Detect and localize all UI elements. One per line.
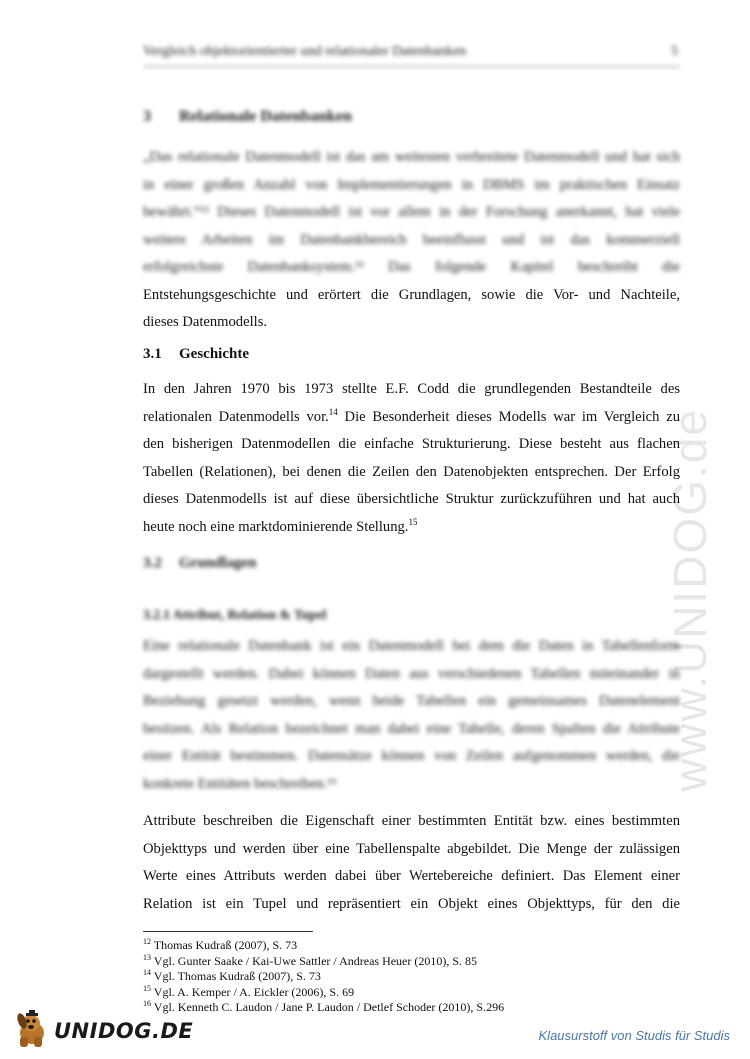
body-text: relationalen Datenmodells vor. (143, 408, 329, 425)
footnote (143, 1000, 680, 1016)
body-line: Attribute beschreiben die Eigenschaft einer bestimmten Entität bzw. eines bestimmten (143, 813, 680, 829)
logo-wordmark: UNIDOG.DE (54, 1019, 194, 1043)
body-line-blurred: besitzen. Als Relation bezeichnet man dabei eine Tabelle, deren Spalten die Attribute (143, 720, 680, 737)
body-line-blurred: Beziehung gesetzt werden, wenn beide Tabellen ein gemeinsames Datenelement (143, 693, 680, 709)
footnotes (143, 938, 680, 1016)
section-3-heading (143, 108, 352, 126)
unidog-logo (10, 1007, 194, 1049)
body-line (143, 514, 680, 542)
body-line: Objekttyps und werden über eine Tabellenspalte abgebildet. Die Menge der zulässigen (143, 840, 680, 857)
body-line-blurred: Eine relationale Datenbank ist ein Datenmodell bei dem die Daten in Tabellenform (143, 638, 680, 654)
section-3-1-body (143, 376, 680, 541)
body-line-blurred: dargestellt werden. Dabei können Daten aus verschiedenen Tabellen miteinander in (143, 665, 680, 682)
footnote-number: 13 (143, 952, 151, 962)
footnote-text: Thomas Kudraß (2007), S. 73 (153, 938, 298, 952)
section-3-2-title: Grundlagen (179, 555, 257, 571)
section-3-intro (143, 144, 680, 337)
intro-line: Entstehungsgeschichte und erörtert die Grundlagen, sowie die Vor- und Nachteile, (143, 286, 680, 303)
footnote (143, 938, 680, 954)
intro-line-blurred: erfolgreichste Datenbanksystem.¹³ Das folgende Kapitel beschreibt die (143, 259, 680, 275)
section-3-1-number: 3.1 (143, 346, 162, 362)
header-page-number: 5 (671, 44, 678, 59)
footnote-text: Vgl. Thomas Kudraß (2007), S. 73 (153, 969, 321, 983)
footnote-text: Vgl. Gunter Saake / Kai-Uwe Sattler / Andreas Heuer (2010), S. 85 (153, 953, 478, 968)
section-3-1-heading (143, 346, 249, 363)
body-line: In den Jahren 1970 bis 1973 stellte E.F. Codd die grundlegenden Bestandteile des (143, 381, 680, 397)
intro-line: dieses Datenmodells. (143, 314, 268, 330)
footnote-number: 12 (143, 937, 151, 946)
section-3-2-1-blurred-body (143, 633, 680, 798)
body-line-blurred: einer Entität bestimmen. Datensätze können von Zeilen aufgenommen werden, die (143, 748, 680, 764)
footnote (143, 969, 680, 985)
footnote (143, 985, 680, 1001)
body-line: dieses Datenmodells ist auf diese übersichtliche Struktur zurückzuführen und hat auch (143, 491, 680, 507)
body-line-blurred: konkrete Entitäten beschreiben.¹⁶ (143, 775, 337, 792)
section-3-2-1-heading: 3.2.1 Attribut, Relation & Tupel (143, 607, 327, 622)
section-3-number: 3 (143, 108, 151, 125)
section-3-1-title: Geschichte (179, 346, 249, 362)
tagline: Klausurstoff von Studis für Studis (538, 1028, 730, 1043)
footnote-ref: 15 (408, 516, 418, 527)
body-text: Die Besonderheit dieses Modells war im Vergleich zu (337, 408, 680, 425)
footnote-separator (143, 931, 313, 932)
footnote-ref: 14 (328, 406, 338, 417)
section-3-2-number: 3.2 (143, 555, 162, 571)
body-line: Tabellen (Relationen), bei denen die Zeilen den Datenobjekten entsprechen. Der Erfolg (143, 463, 680, 480)
footnote-number: 15 (143, 983, 151, 993)
intro-line-blurred: bewährt.“¹² Dieses Datenmodell ist vor allem in der Forschung anerkannt, hat viele (143, 204, 680, 220)
watermark-text: www.UNIDOG.de (664, 408, 716, 792)
dog-mascot-icon (14, 1007, 58, 1049)
section-3-2-1-body (143, 808, 680, 918)
intro-line-blurred: in einer großen Anzahl von Implementierungen in DBMS im praktischen Einsatz (143, 176, 680, 193)
intro-line-blurred: „Das relationale Datenmodell ist das am weitesten verbreitete Datenmodell und hat sich (143, 149, 680, 165)
footnote-number: 14 (143, 968, 151, 977)
intro-line-blurred: weitere Arbeiten im Datenbankbereich beeinflusst und ist das kommerziell (143, 231, 680, 248)
body-line: Relation ist ein Tupel und repräsentiert ein Objekt eines Objekttyps, für den die (143, 895, 680, 912)
footnote-text: Vgl. Kenneth C. Laudon / Jane P. Laudon / Detlef Schoder (2010), S.296 (153, 1000, 505, 1014)
body-line: Werte eines Attributs werden dabei über Wertebereiche definiert. Das Element einer (143, 868, 680, 884)
section-3-2-heading (143, 555, 257, 572)
body-line (143, 404, 680, 432)
footnote-number: 16 (143, 999, 151, 1008)
footnote-text: Vgl. A. Kemper / A. Eickler (2006), S. 69 (153, 984, 355, 999)
section-3-title: Relationale Datenbanken (179, 108, 352, 125)
body-text: heute noch eine marktdominierende Stellung. (143, 518, 409, 535)
body-line: den bisherigen Datenmodellen die einfache Strukturierung. Diese besteht aus flachen (143, 436, 680, 452)
running-header (143, 40, 680, 67)
header-title: Vergleich objektorientierter und relationaler Datenbanken (143, 44, 467, 59)
footnote (143, 954, 680, 970)
